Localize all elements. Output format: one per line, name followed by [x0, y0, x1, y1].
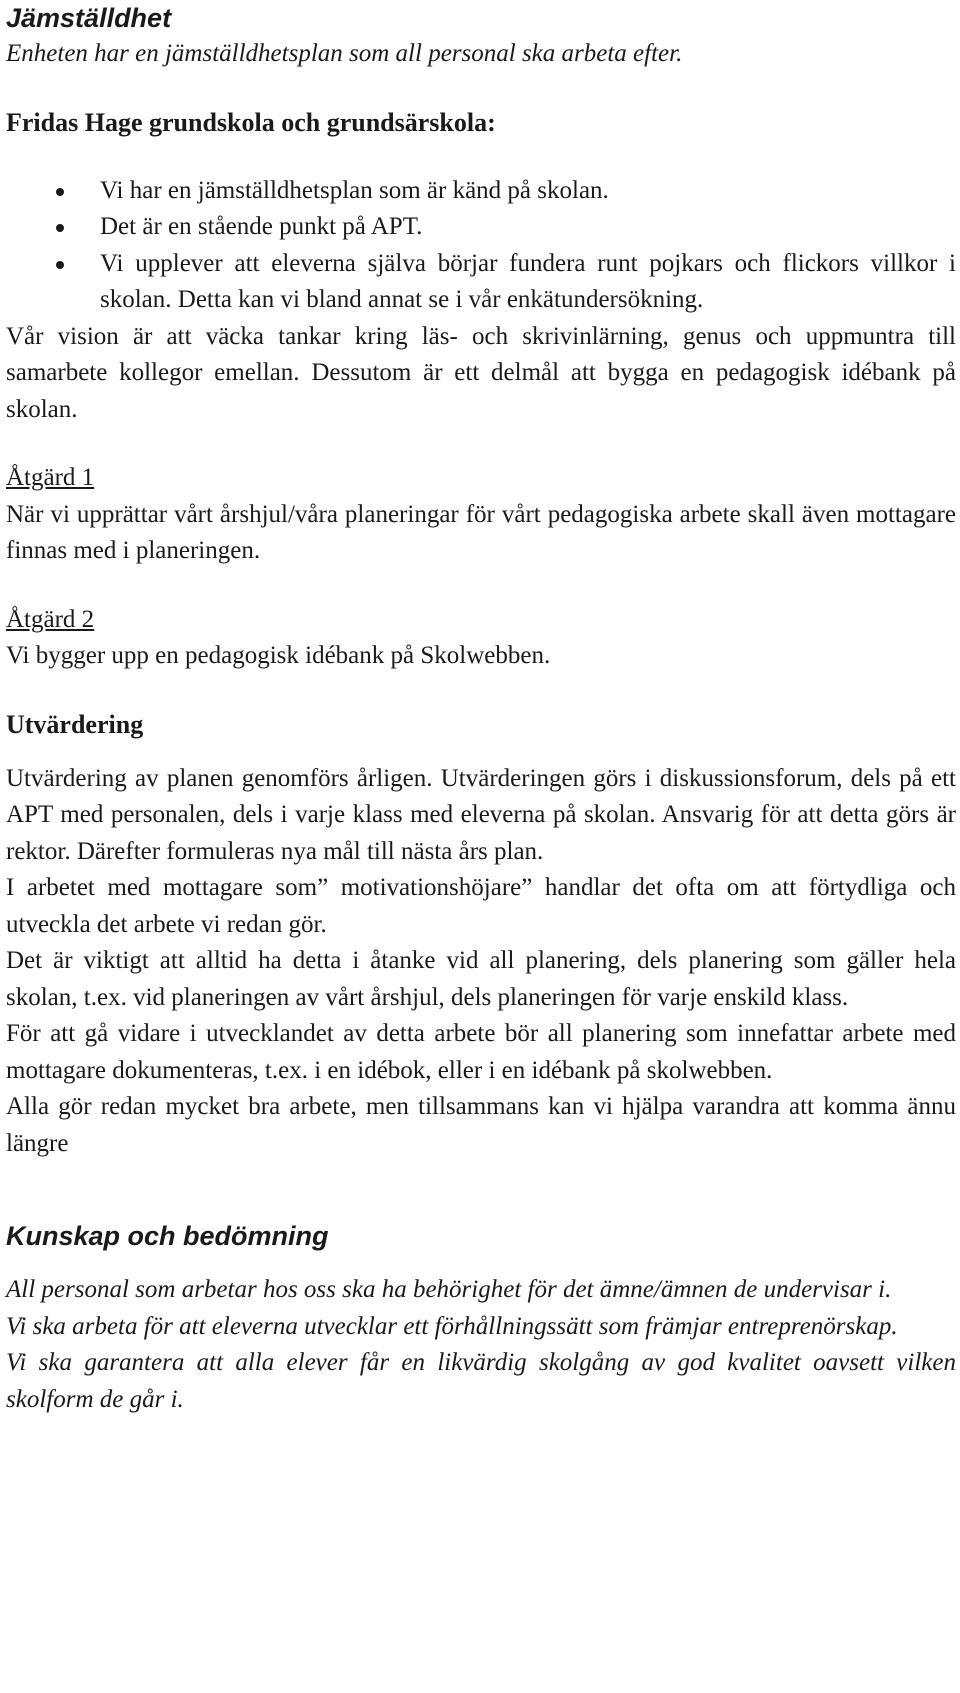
evaluation-heading: Utvärdering	[6, 709, 144, 739]
kunskap-paragraph: Vi ska arbeta för att eleverna utvecklar ett förhållningssätt som främjar entreprenörskap.	[6, 1312, 898, 1340]
list-item: Vi upplever att eleverna själva börjar fundera runt pojkars och flickors villkor i skolan. Detta kan vi bland annat se i vår enkätundersökning.	[6, 246, 956, 319]
intro-text: Enheten har en jämställdhetsplan som all personal ska arbeta efter.	[6, 40, 683, 67]
action-label-1: Åtgärd 1	[6, 464, 95, 491]
evaluation-paragraph: Utvärdering av planen genomförs årligen. Utvärderingen görs i diskussionsforum, dels på ett APT med personalen, dels i varje klass med eleverna på skolan. Ansvarig för att detta görs är rektor. Därefter formuleras nya mål till nästa års plan.	[6, 764, 956, 865]
section-title-kunskap: Kunskap och bedömning	[6, 1221, 329, 1251]
action-text-2: Vi bygger upp en pedagogisk idébank på Skolwebben.	[6, 642, 551, 669]
list-item: Vi har en jämställdhetsplan som är känd på skolan.	[6, 173, 956, 210]
action-label-2: Åtgärd 2	[6, 605, 95, 633]
list-item: Det är en stående punkt på APT.	[6, 209, 956, 246]
action-text-1: När vi upprättar vårt årshjul/våra planeringar för vårt pedagogiska arbete skall även mottagare finnas med i planeringen.	[6, 500, 956, 564]
evaluation-paragraph: För att gå vidare i utvecklandet av detta arbete bör all planering som innefattar arbete med mottagare dokumenteras, t.ex. i en idébok, eller i en idébank på skolwebben.	[6, 1020, 956, 1084]
evaluation-paragraph: Det är viktigt att alltid ha detta i åtanke vid all planering, dels planering som gäller hela skolan, t.ex. vid planeringen av vårt årshjul, dels planeringen för varje enskild klass.	[6, 947, 956, 1011]
evaluation-paragraph: Alla gör redan mycket bra arbete, men tillsammans kan vi hjälpa varandra att komma ännu längre	[6, 1093, 956, 1157]
kunskap-paragraph: Vi ska garantera att alla elever får en likvärdig skolgång av god kvalitet oavsett vilken skolform de går i.	[6, 1349, 956, 1413]
kunskap-paragraph: All personal som arbetar hos oss ska ha behörighet för det ämne/ämnen de undervisar i.	[6, 1276, 892, 1303]
school-heading: Fridas Hage grundskola och grundsärskola:	[6, 107, 496, 137]
bullet-list	[6, 173, 956, 319]
section-title-jamstalldhet: Jämställdhet	[6, 3, 172, 33]
vision-paragraph: Vår vision är att väcka tankar kring läs- och skrivinlärning, genus och uppmuntra till samarbete kollegor emellan. Dessutom är ett delmål att bygga en pedagogisk idébank på skolan.	[6, 322, 956, 423]
document-page	[6, 0, 956, 1418]
evaluation-paragraph: I arbetet med mottagare som” motivationshöjare” handlar det ofta om att förtydliga och utveckla det arbete vi redan gör.	[6, 874, 956, 938]
